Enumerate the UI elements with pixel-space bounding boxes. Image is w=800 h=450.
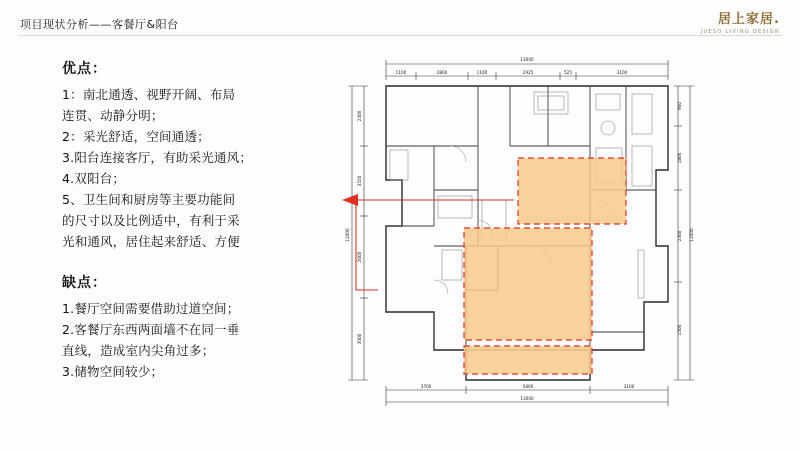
right-dimension-labels	[677, 102, 694, 336]
dim-label: 1500	[677, 324, 682, 336]
pros-list	[62, 84, 330, 252]
list-item: 直线，造成室内尖角过多；	[62, 343, 215, 358]
list-item: 连贯、动静分明；	[62, 108, 164, 123]
spacer	[62, 252, 330, 272]
highlight-region-south-balcony	[464, 346, 592, 374]
dim-label: 2000	[357, 251, 362, 263]
dim-label: 13000	[520, 396, 534, 401]
floorplan-drawing	[338, 50, 788, 422]
analysis-text-column	[62, 58, 330, 382]
pros-heading: 优点：	[62, 61, 107, 77]
dim-label: 3000	[357, 333, 362, 345]
dim-label: 11000	[345, 228, 350, 242]
dim-label: 2800	[436, 70, 448, 75]
list-item: 2.客餐厅东西两面墙不在同一垂	[62, 322, 240, 337]
dim-label: 900	[677, 102, 682, 110]
dim-label: 2925	[522, 70, 534, 75]
highlight-region-living-dining	[464, 228, 592, 340]
top-dimension-labels	[396, 57, 628, 75]
bottom-dimension-labels	[421, 384, 635, 401]
left-dimension-labels	[345, 110, 362, 344]
dim-label: 2300	[677, 230, 682, 242]
cons-heading: 缺点：	[62, 275, 107, 291]
list-item: 1.餐厅空间需要借助过道空间；	[62, 301, 240, 316]
list-item: 1：南北通透、视野开阔、布局	[62, 87, 236, 102]
dim-label: 5800	[522, 384, 534, 389]
header-divider	[18, 35, 782, 36]
cons-list	[62, 298, 330, 382]
dim-label: 13000	[520, 57, 534, 62]
list-item: 4.双阳台；	[62, 171, 126, 186]
slide-header	[0, 0, 800, 40]
dim-label: 3100	[616, 70, 628, 75]
list-item: 光和通风，居住起来舒适、方便	[62, 234, 240, 249]
logo-sub-text: JUESO LIVING DESIGN	[700, 29, 780, 35]
logo-main-text: 居上家居.	[718, 12, 780, 27]
dim-label: 525	[564, 70, 572, 75]
list-item: 的尺寸以及比例适中，有利于采	[62, 213, 240, 228]
dim-label: 11000	[689, 228, 694, 242]
list-item: 2：采光舒适，空间通透；	[62, 129, 210, 144]
dim-label: 3550	[357, 175, 362, 187]
page-title: 项目现状分析——客餐厅&阳台	[20, 18, 179, 31]
highlight-regions	[464, 158, 626, 374]
floorplan-svg	[338, 50, 788, 422]
dim-label: 2400	[357, 110, 362, 122]
list-item: 5、卫生间和厨房等主要功能间	[62, 192, 236, 207]
dim-label: 3700	[420, 384, 432, 389]
list-item: 3.阳台连接客厅，有助采光通风；	[62, 150, 253, 165]
dim-label: 1100	[395, 70, 407, 75]
brand-logo	[701, 8, 780, 35]
dim-label: 1100	[476, 70, 488, 75]
list-item: 3.储物空间较少；	[62, 364, 164, 379]
callout-arrow-icon	[342, 194, 358, 206]
dim-label: 3100	[623, 384, 635, 389]
highlight-region-balcony	[518, 158, 626, 224]
dim-label: 1800	[677, 152, 682, 164]
